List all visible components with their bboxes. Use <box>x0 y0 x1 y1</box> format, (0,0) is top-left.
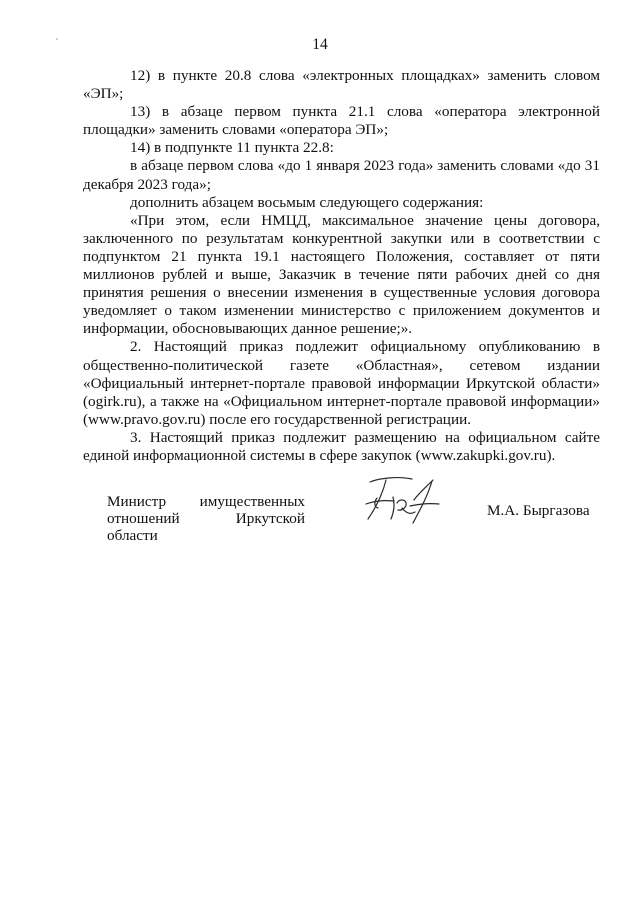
paragraph-placement: 3. Настоящий приказ подлежит размещению на официальном сайте единой информационной системы в сфере закупок (www.zakupki.gov.ru). <box>83 428 600 464</box>
paragraph-publication: 2. Настоящий приказ подлежит официальному опубликованию в общественно-политической газете «Областная», сетевом издании «Официальный интернет-портале правовой информации Иркутской области» (ogirk.ru), а также на «Официальном интернет-портале правовой информации» (www.pravo.gov.ru) после его государственной регистрации. <box>83 338 600 428</box>
paragraph-item-14: 14) в подпункте 11 пункта 22.8: <box>130 139 334 157</box>
signer-position-line-2: отношений Иркутской области <box>107 510 305 544</box>
signature-block <box>0 470 640 544</box>
paragraph-quoted-text: «При этом, если НМЦД, максимальное значение цены договора, заключенного по результатам конкурентной закупки или в соответствии с подпунктом 21 пункта 19.1 настоящего Положения, составляет от пяти миллионов рублей и выше, Заказчик в течение пяти рабочих дней со дня принятия решения о внесении изменения в существенные условия договора уведомляет о таком изменении министерство с приложением документов и информации, обосновывающих данное решение;». <box>83 211 600 338</box>
paragraph-item-13: 13) в абзаце первом пункта 21.1 слова «оператора электронной площадки» заменить словами «оператора ЭП»; <box>83 103 600 139</box>
paragraph-first-abzac: в абзаце первом слова «до 1 января 2023 года» заменить словами «до 31 декабря 2023 года»; <box>83 157 600 193</box>
signer-name: М.А. Быргазова <box>487 502 590 519</box>
paragraph-add-abzac: дополнить абзацем восьмым следующего содержания: <box>130 193 484 211</box>
document-body <box>83 67 600 465</box>
signer-position <box>107 493 305 544</box>
paragraph-item-12: 12) в пункте 20.8 слова «электронных площадках» заменить словом «ЭП»; <box>83 67 600 103</box>
handwritten-signature-icon <box>350 470 445 530</box>
signer-position-line-1: Министр имущественных <box>107 493 305 510</box>
page-number: 14 <box>312 36 328 53</box>
